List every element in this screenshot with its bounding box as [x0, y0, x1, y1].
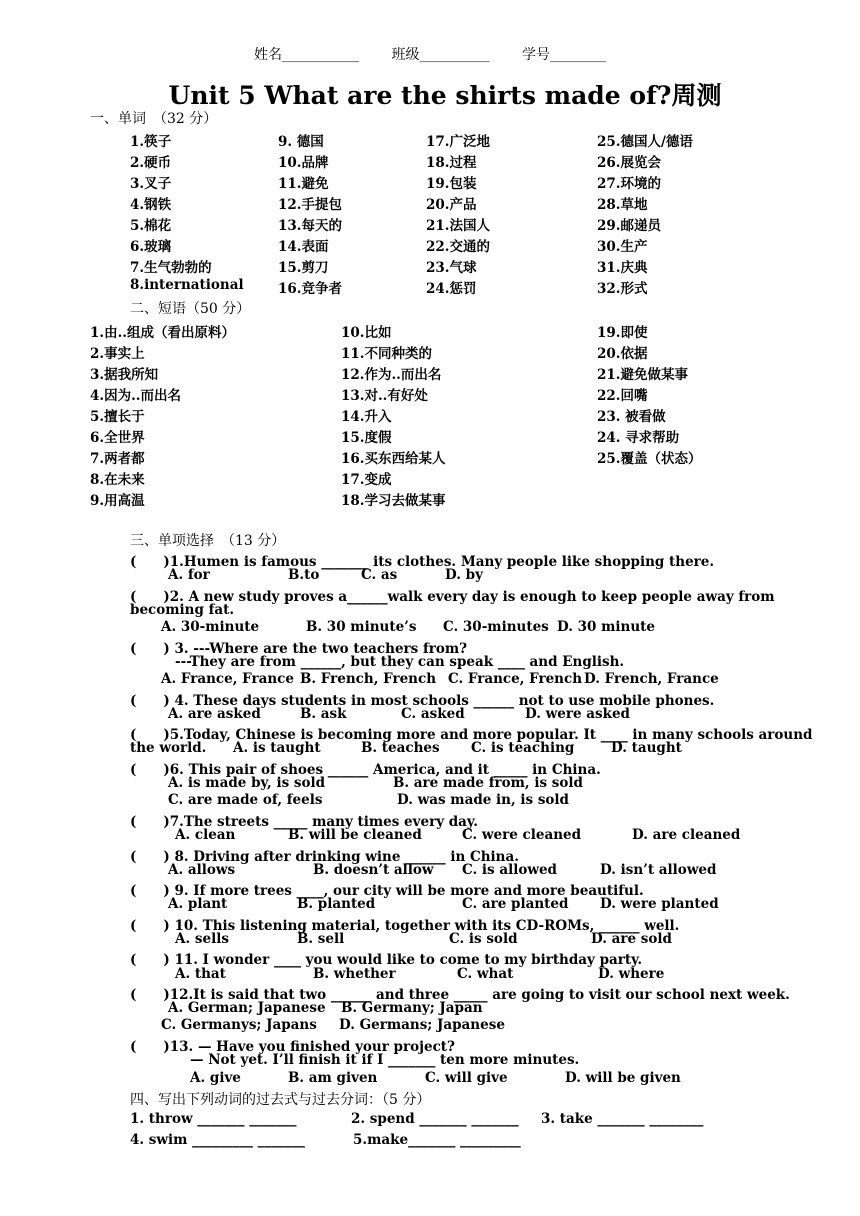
- vocab-item: 12.手提包: [278, 197, 342, 213]
- option: A. 30-minute: [161, 619, 260, 635]
- phrase-item: 12.作为..而出名: [341, 367, 442, 383]
- option: A. allows: [168, 862, 236, 878]
- phrase-item: 2.事实上: [90, 346, 145, 362]
- phrase-item: 9.用高温: [90, 493, 145, 509]
- option: A. for: [168, 567, 210, 583]
- question-11: ( ) 11. I wonder ____ you would like to come to my birthday party.: [130, 952, 643, 968]
- vocab-item: 10.品牌: [278, 155, 329, 171]
- phrase-item: 8.在未来: [90, 472, 145, 488]
- vocab-item: 17.广泛地: [426, 134, 490, 150]
- option: D. French, France: [584, 671, 719, 687]
- vocab-item: 5.棉花: [130, 218, 172, 234]
- option: D. where: [598, 966, 665, 982]
- vocab-item: 2.硬币: [130, 155, 172, 171]
- option: D. are cleaned: [632, 827, 741, 843]
- phrase-item: 18.学习去做某事: [341, 493, 446, 509]
- section-4-heading: 四、写出下列动词的过去式与过去分词：（5 分）: [130, 1092, 431, 1108]
- option: C. is allowed: [462, 862, 557, 878]
- phrase-item: 24. 寻求帮助: [597, 430, 680, 446]
- verb-item: 1. throw _______ _______: [130, 1111, 297, 1127]
- option: D. was made in, is sold: [397, 792, 569, 808]
- vocab-item: 26.展览会: [597, 155, 661, 171]
- vocab-item: 19.包装: [426, 176, 477, 192]
- question-12: ( )12.It is said that two ______ and three _____ are going to visit our school next week.: [130, 987, 790, 1003]
- option: D. Germans; Japanese: [339, 1017, 505, 1033]
- phrase-item: 11.不同种类的: [341, 346, 432, 362]
- phrase-item: 4.因为..而出名: [90, 388, 181, 404]
- verb-item: 5.make_______ _________: [353, 1132, 521, 1148]
- phrase-item: 16.买东西给某人: [341, 451, 446, 467]
- option: C. is teaching: [471, 740, 575, 756]
- vocab-item: 20.产品: [426, 197, 477, 213]
- option: C. what: [457, 966, 514, 982]
- phrase-item: 17.变成: [341, 472, 392, 488]
- phrase-item: 23. 被看做: [597, 409, 666, 425]
- section-2-heading: 二、短语（50 分）: [130, 301, 251, 317]
- option: B. am given: [288, 1070, 378, 1086]
- option: B. are made from, is sold: [393, 775, 583, 791]
- option: C. asked: [401, 706, 465, 722]
- vocab-item: 14.表面: [278, 239, 329, 255]
- option: B. French, French: [300, 671, 437, 687]
- vocab-item: 7.生气勃勃的: [130, 260, 212, 276]
- option: B. planted: [297, 896, 376, 912]
- option: D. 30 minute: [557, 619, 655, 635]
- phrase-item: 19.即使: [597, 325, 648, 341]
- phrase-item: 21.避免做某事: [597, 367, 688, 383]
- vocab-item: 25.德国人/德语: [597, 134, 693, 150]
- question-6: ( )6. This pair of shoes ______ America, and it _____ in China.: [130, 762, 601, 778]
- phrase-item: 7.两者都: [90, 451, 145, 467]
- option: A. is made by, is sold: [168, 775, 326, 791]
- question-5-cont: the world.: [130, 740, 207, 756]
- option: D. are sold: [591, 931, 672, 947]
- vocab-item: 21.法国人: [426, 218, 490, 234]
- vocab-item: 8.international: [130, 277, 244, 293]
- vocab-item: 18.过程: [426, 155, 477, 171]
- vocab-item: 29.邮递员: [597, 218, 661, 234]
- vocab-item: 11.避免: [278, 176, 329, 192]
- option: A. plant: [168, 896, 228, 912]
- vocab-item: 6.玻璃: [130, 239, 172, 255]
- question-7: ( )7.The streets _____ many times every day.: [130, 814, 478, 830]
- vocab-item: 4.钢铁: [130, 197, 172, 213]
- question-8: ( ) 8. Driving after drinking wine ______ in China.: [130, 849, 519, 865]
- vocab-item: 32.形式: [597, 281, 648, 297]
- question-2: ( )2. A new study proves a______walk every day is enough to keep people away from: [130, 589, 775, 605]
- option: C. were cleaned: [462, 827, 582, 843]
- vocab-item: 16.竞争者: [278, 281, 342, 297]
- option: B. whether: [313, 966, 396, 982]
- option: C. is sold: [449, 931, 518, 947]
- question-9: ( ) 9. If more trees ____, our city will be more and more beautiful.: [130, 883, 644, 899]
- option: A. that: [175, 966, 226, 982]
- option: A. clean: [175, 827, 236, 843]
- option: D. by: [445, 567, 483, 583]
- phrase-item: 3.据我所知: [90, 367, 159, 383]
- question-4: ( ) 4. These days students in most schools ______ not to use mobile phones.: [130, 693, 715, 709]
- verb-item: 4. swim _________ _______: [130, 1132, 305, 1148]
- option: D. isn’t allowed: [600, 862, 717, 878]
- option: A. give: [190, 1070, 241, 1086]
- option: C. are planted: [462, 896, 569, 912]
- option: C. are made of, feels: [168, 792, 323, 808]
- option: A. is taught: [233, 740, 321, 756]
- vocab-item: 15.剪刀: [278, 260, 329, 276]
- phrase-item: 20.依据: [597, 346, 648, 362]
- phrase-item: 13.对..有好处: [341, 388, 428, 404]
- option: B. 30 minute’s: [306, 619, 417, 635]
- vocab-item: 13.每天的: [278, 218, 342, 234]
- phrase-item: 5.擅长于: [90, 409, 145, 425]
- option: B. Germany; Japan: [341, 1000, 483, 1016]
- vocab-item: 27.环境的: [597, 176, 661, 192]
- vocab-item: 23.气球: [426, 260, 477, 276]
- vocab-item: 31.庆典: [597, 260, 648, 276]
- phrase-item: 14.升入: [341, 409, 392, 425]
- option: A. German; Japanese: [168, 1000, 326, 1016]
- phrase-item: 15.度假: [341, 430, 392, 446]
- option: B. will be cleaned: [288, 827, 422, 843]
- question-5: ( )5.Today, Chinese is becoming more and more popular. It ____ in many schools around: [130, 727, 813, 743]
- vocab-item: 1.筷子: [130, 134, 172, 150]
- question-1: ( )1.Humen is famous _______ its clothes. Many people like shopping there.: [130, 554, 715, 570]
- name-field-label: 姓名___________: [254, 47, 360, 63]
- phrase-item: 1.由..组成（看出原料）: [90, 325, 235, 341]
- option: A. sells: [175, 931, 229, 947]
- class-field-label: 班级__________: [391, 47, 490, 63]
- vocab-item: 24.惩罚: [426, 281, 477, 297]
- phrase-item: 6.全世界: [90, 430, 145, 446]
- option: C. as: [361, 567, 398, 583]
- option: D. will be given: [565, 1070, 681, 1086]
- option: C. will give: [425, 1070, 508, 1086]
- option: B. doesn’t allow: [313, 862, 434, 878]
- vocab-item: 22.交通的: [426, 239, 490, 255]
- vocab-item: 30.生产: [597, 239, 648, 255]
- question-13: ( )13. — Have you finished your project?: [130, 1039, 455, 1055]
- vocab-item: 3.叉子: [130, 176, 172, 192]
- option: A. are asked: [168, 706, 261, 722]
- number-field-label: 学号________: [521, 47, 606, 63]
- option: C. Germanys; Japans: [161, 1017, 317, 1033]
- phrase-item: 25.覆盖（状态）: [597, 451, 702, 467]
- vocab-item: 28.草地: [597, 197, 648, 213]
- option: D. were asked: [525, 706, 630, 722]
- option: B. teaches: [361, 740, 440, 756]
- option: D. were planted: [600, 896, 719, 912]
- verb-item: 2. spend _______ _______: [351, 1111, 519, 1127]
- verb-item: 3. take _______ ________: [541, 1111, 704, 1127]
- question-3-cont: ---They are from ______, but they can speak ____ and English.: [175, 654, 625, 670]
- option: C. 30-minutes: [443, 619, 549, 635]
- question-3: ( ) 3. ---Where are the two teachers from?: [130, 641, 468, 657]
- question-10: ( ) 10. This listening material, together with its CD-ROMs, ______ well.: [130, 918, 680, 934]
- option: C. France, French: [448, 671, 583, 687]
- option: A. France, France: [161, 671, 294, 687]
- question-13-cont: — Not yet. I’ll finish it if I _______ ten more minutes.: [190, 1052, 580, 1068]
- option: D. taught: [611, 740, 682, 756]
- section-3-heading: 三、单项选择 （13 分）: [130, 533, 286, 549]
- phrase-item: 22.回嘴: [597, 388, 648, 404]
- section-1-heading: 一、单词 （32 分）: [90, 111, 218, 127]
- student-info-line: [0, 44, 860, 64]
- option: B. ask: [300, 706, 347, 722]
- page-title: Unit 5 What are the shirts made of?周测: [168, 81, 722, 110]
- option: B. sell: [297, 931, 345, 947]
- vocab-item: 9. 德国: [278, 134, 324, 150]
- phrase-item: 10.比如: [341, 325, 392, 341]
- question-2-cont: becoming fat.: [130, 602, 235, 618]
- option: B.to: [288, 567, 320, 583]
